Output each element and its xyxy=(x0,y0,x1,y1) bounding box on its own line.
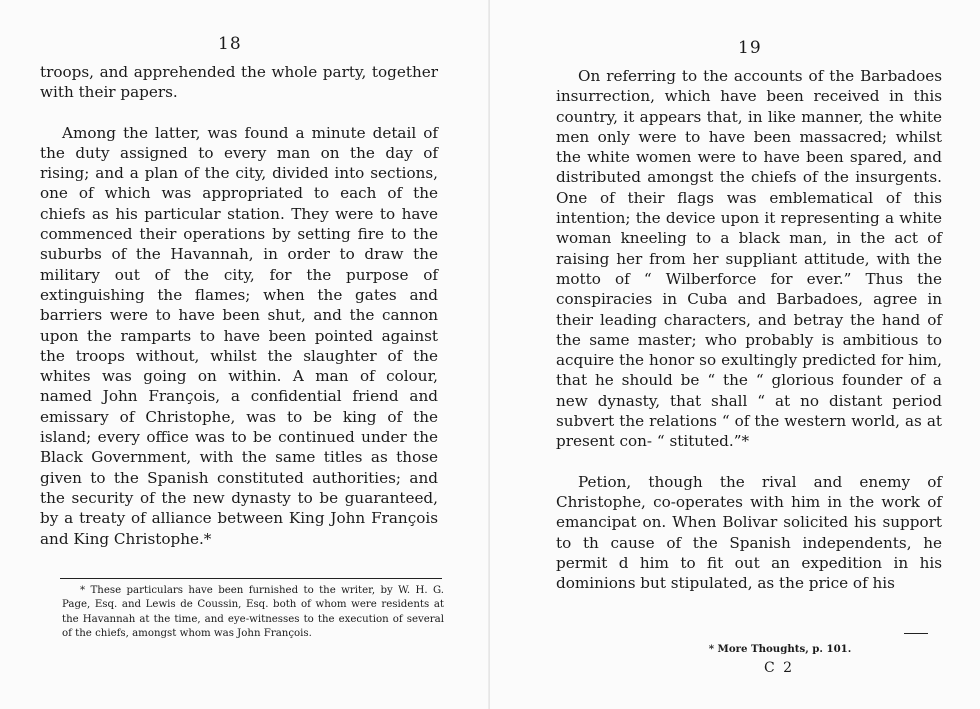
footnote-rule xyxy=(904,633,928,634)
paragraph: troops, and apprehended the whole party, together with their papers. xyxy=(40,63,438,102)
body-text xyxy=(40,62,438,549)
body-text xyxy=(556,66,942,593)
paragraph: Among the latter, was found a minute detail of the duty assigned to every man on the day of rising; and a plan of the city, divided into sections, one of which was appropriated to each of the chiefs as his particular station. They were to have commenced their operations by setting fire to the suburbs of the Havannah, in order to draw the military out of the city, for the purpose of extinguishing the flames; when the gates and barriers were to have been shut, and the cannon upon the ramparts to have been pointed against the troops without, whilst the slaughter of the whites was going on within. A man of colour, named John François, a confidential friend and emissary of Christophe, was to be king of the island; every office was to be continued under the Black Government, with the same titles as those given to the Spanish constituted authorities; and the security of the new dynasty to be guaranteed, by a treaty of alliance between King John François and King Christophe.* xyxy=(40,123,438,548)
paragraph: On referring to the accounts of the Barbadoes insurrection, which have been received in this country, it appears that, in like manner, the white men only were to have been massacred; whilst the white women were to have been spared, and distributed amongst the chiefs of the insurgents. One of their flags was emblematical of this intention; the device upon it representing a white woman kneeling to a black man, in the act of raising her from her suppliant attitude, with the motto of “ Wilberforce for ever.” Thus the conspiracies in Cuba and Barbadoes, agree in their leading characters, and betray the hand of the same master; who probably is ambitious to acquire the honor so exultingly predicted for him, that he should be “ the “ glorious founder of a new dynasty, that shall “ at no distant period subvert the relations “ of the western world, as at present con- “ stituted.”* xyxy=(556,67,942,451)
paragraph: Petion, though the rival and enemy of Christophe, co-operates with him in the work of emancipat on. When Bolivar solicited his support to th cause of the Spanish independents, he permit d him to fit out an expedition in his dominions but stipulated, as the price of his xyxy=(556,472,942,593)
signature-mark: C 2 xyxy=(764,660,795,676)
page-number: 18 xyxy=(218,34,242,54)
footnote: * More Thoughts, p. 101. xyxy=(708,643,852,655)
right-page xyxy=(490,0,980,709)
footnote: * These particulars have been furnished to the writer, by W. H. G. Page, Esq. and Lewis de Coussin, Esq. both of whom were residents at the Havannah at the time, and eye-witnesses to the execution of several of the chiefs, amongst whom was John François. xyxy=(62,585,444,640)
page-number: 19 xyxy=(738,38,762,58)
footnote-rule xyxy=(60,578,442,579)
